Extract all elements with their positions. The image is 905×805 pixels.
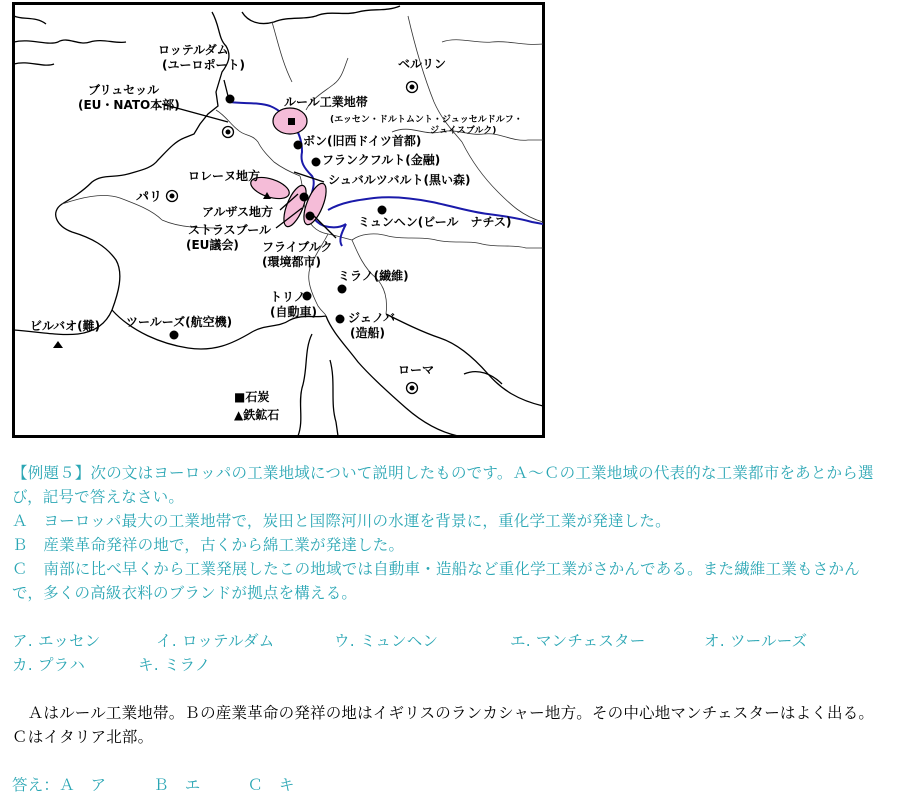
label-rotterdam: ロッテルダム <box>158 43 229 57</box>
label-alsace: アルザス地方 <box>202 205 274 219</box>
statement-c-line2: で，多くの高級衣料のブランドが拠点を構える。 <box>12 584 358 602</box>
frankfurt-dot <box>312 158 321 167</box>
berlin-capital-marker <box>407 82 418 93</box>
explanation-block <box>12 701 897 749</box>
rotterdam-dot <box>226 95 235 104</box>
label-bonn: ボン(旧西ドイツ首都) <box>303 134 422 148</box>
bonn-dot <box>294 141 303 150</box>
brussels-capital-marker <box>223 127 234 138</box>
paris-capital-marker <box>167 191 178 202</box>
label-automobile: (自動車) <box>270 305 317 319</box>
statement-c-line1: Ｃ 南部に比べ早くから工業発展したこの地域では自動車・造船など重化学工業がさかんである。また繊維工業もさかん <box>12 560 860 578</box>
milan-dot <box>338 285 347 294</box>
label-shipbuilding: (造船) <box>350 326 385 340</box>
label-freiburg: フライブルク <box>262 240 333 254</box>
label-munich: ミュンヘン(ビール ナチス) <box>358 215 512 229</box>
genoa-dot <box>336 315 345 324</box>
rome-capital-marker <box>407 383 418 394</box>
label-europort: (ユーロポート) <box>162 58 245 72</box>
choice-u: ウ. ミュンヘン <box>334 632 439 650</box>
label-strasbourg: ストラスブール <box>188 223 272 237</box>
strasbourg-dot <box>300 193 309 202</box>
ruhr-coal-marker <box>288 118 295 125</box>
label-rome: ローマ <box>398 363 435 377</box>
label-milan: ミラノ(繊維) <box>338 269 409 283</box>
question-intro-line1: 【例題５】次の文はヨーロッパの工業地域について説明したものです。Ａ～Ｃの工業地域の代表的な工業都市をあとから選 <box>12 464 874 482</box>
choices-block <box>12 629 897 677</box>
freiburg-dot <box>306 212 315 221</box>
label-ruhr-cities-2: ジュイスブルク) <box>430 126 497 136</box>
europe-industry-map <box>12 2 545 438</box>
legend-coal: ■石炭 <box>234 390 270 404</box>
label-eu-parliament: (EU議会) <box>186 238 239 252</box>
choice-ki: キ. ミラノ <box>138 656 211 674</box>
statement-a: Ａ ヨーロッパ最大の工業地帯で，炭田と国際河川の水運を背景に，重化学工業が発達した。 <box>12 512 671 530</box>
label-ruhr-cities-1: (エッセン・ドルトムント・ジュッセルドルフ・ <box>330 115 523 125</box>
label-eu-nato: (EU・NATO本部) <box>78 98 180 112</box>
label-lorraine: ロレーヌ地方 <box>188 169 261 183</box>
question-intro-line2: び，記号で答えなさい。 <box>12 488 185 506</box>
choice-o: オ. ツールーズ <box>704 632 808 650</box>
question-block <box>12 461 897 605</box>
label-bilbao: ビルバオ(難) <box>30 319 101 333</box>
label-frankfurt: フランクフルト(金融) <box>322 153 441 167</box>
choice-i: イ. ロッテルダム <box>156 632 275 650</box>
choices-row1 <box>12 629 897 653</box>
choice-ka: カ. プラハ <box>12 656 86 674</box>
answer-text: 答え：Ａ ア Ｂ エ Ｃ キ <box>12 776 295 794</box>
label-paris: パリ <box>136 190 163 205</box>
choice-e: エ. マンチェスター <box>510 632 646 650</box>
choice-a: ア. エッセン <box>12 632 101 650</box>
label-eco-city: (環境都市) <box>262 255 321 269</box>
legend-iron-ore: ▲鉄鉱石 <box>234 408 280 422</box>
label-black-forest: シュバルツバルト(黒い森) <box>328 173 471 187</box>
toulouse-dot <box>170 331 179 340</box>
munich-dot <box>378 206 387 215</box>
label-brussels: ブリュセッル <box>88 83 160 97</box>
label-turin: トリノ <box>270 290 306 304</box>
label-berlin: ベルリン <box>398 57 447 71</box>
label-toulouse: ツールーズ(航空機) <box>126 315 233 329</box>
statement-b: Ｂ 産業革命発祥の地で，古くから綿工業が発達した。 <box>12 536 405 554</box>
label-ruhr: ルール工業地帯 <box>284 95 368 109</box>
answer-block <box>12 773 897 797</box>
explanation-line2: Ｃはイタリア北部。 <box>12 728 154 746</box>
explanation-line1: Ａはルール工業地帯。Ｂの産業革命の発祥の地はイギリスのランカシャー地方。その中心地マンチェスターはよく出る。 <box>12 704 875 722</box>
choices-row2 <box>12 653 897 677</box>
label-genoa: ジェノバ <box>348 311 396 325</box>
